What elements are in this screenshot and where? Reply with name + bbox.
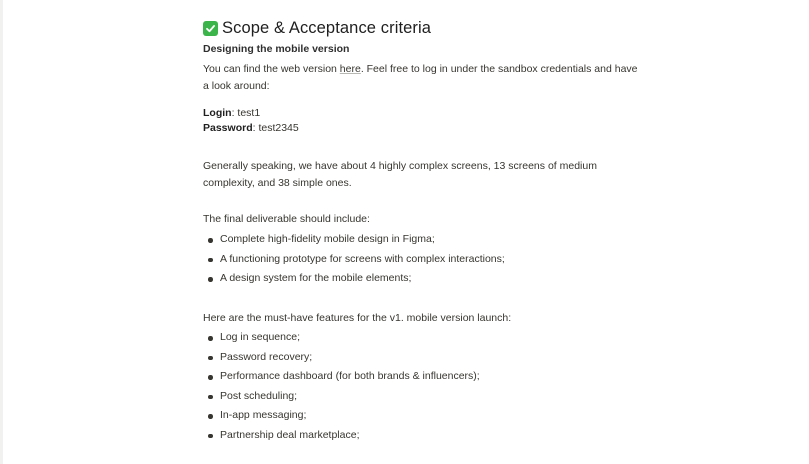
web-version-link[interactable]: here	[339, 63, 361, 75]
list-item	[203, 230, 505, 250]
list-item-text: A design system for the mobile elements;	[220, 272, 412, 285]
list-item-text: Password recovery;	[220, 350, 313, 363]
deliverables-heading: The final deliverable should include:	[203, 213, 370, 225]
bullet-icon	[208, 434, 213, 439]
intro-text-before-link: You can find the web version	[203, 63, 340, 75]
list-item	[203, 367, 480, 387]
section-heading	[203, 17, 431, 39]
complexity-paragraph: Generally speaking, we have about 4 highly complex screens, 13 screens of medium complexity, and 38 simple ones.	[203, 160, 597, 189]
bullet-icon	[208, 277, 213, 282]
list-item-text: In-app messaging;	[220, 409, 307, 422]
list-item	[203, 406, 480, 426]
section-subtitle: Designing the mobile version	[203, 43, 350, 55]
bullet-icon	[208, 395, 213, 400]
section-title: Scope & Acceptance criteria	[222, 18, 432, 37]
list-item	[203, 387, 480, 407]
login-value: : test1	[231, 107, 261, 119]
list-item-text: Partnership deal marketplace;	[220, 428, 360, 441]
features-list	[203, 328, 480, 446]
features-heading: Here are the must-have features for the v1. mobile version launch:	[203, 312, 512, 324]
bullet-icon	[208, 258, 213, 263]
list-item	[203, 328, 480, 348]
login-label: Login	[203, 107, 232, 119]
intro-paragraph	[203, 61, 643, 95]
bullet-icon	[208, 375, 213, 380]
list-item	[203, 426, 480, 446]
list-item	[203, 250, 505, 270]
list-item-text: Performance dashboard (for both brands & influencers);	[220, 370, 480, 383]
login-credential	[203, 107, 260, 119]
bullet-icon	[208, 238, 213, 243]
list-item-text: Log in sequence;	[220, 331, 300, 343]
page-left-edge	[0, 0, 3, 464]
intro-text-after-link: . Feel free to log in under the sandbox credentials and have a look around:	[203, 63, 638, 92]
list-item-text: A functioning prototype for screens with complex interactions;	[220, 252, 505, 265]
deliverables-list	[203, 230, 505, 289]
password-label: Password	[203, 122, 253, 134]
password-value: : test2345	[252, 122, 299, 134]
bullet-icon	[208, 414, 213, 419]
password-credential	[203, 122, 299, 134]
bullet-icon	[208, 356, 213, 361]
bullet-icon	[208, 336, 213, 341]
list-item-text: Post scheduling;	[220, 389, 298, 402]
list-item-text: Complete high-fidelity mobile design in Figma;	[220, 233, 435, 245]
check-mark-icon	[203, 21, 218, 36]
list-item	[203, 269, 505, 289]
list-item	[203, 348, 480, 368]
